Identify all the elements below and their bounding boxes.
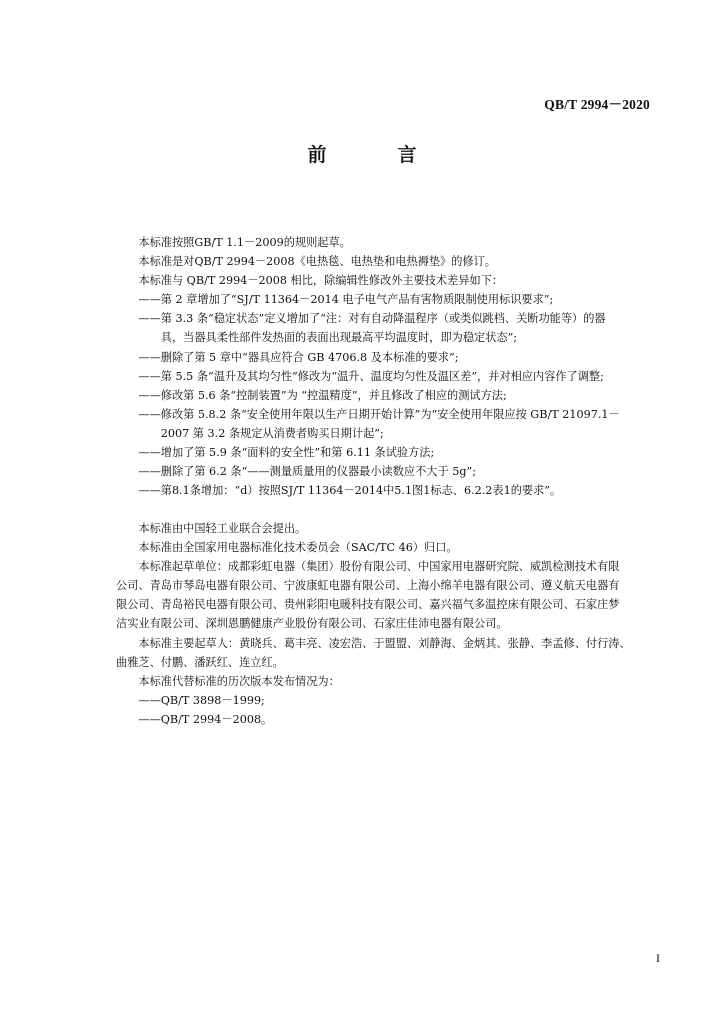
change-item: ——第 5.5 条“温升及其均匀性”修改为“温升、温度均匀性及温区差”，并对相应内容作了调整;: [116, 369, 604, 383]
foreword-body: [116, 233, 671, 500]
paragraph-line: 本标准与 QB/T 2994－2008 相比，除编辑性修改外主要技术差异如下：: [116, 274, 504, 288]
paragraph-line: 本标准由全国家用电器标准化技术委员会（SAC/TC 46）归口。: [116, 541, 458, 555]
change-item: ——第 2 章增加了“SJ/T 11364－2014 电子电气产品有害物质限制使用标识要求”;: [116, 293, 554, 307]
change-item: ——删除了第 6.2 条“——测量质量用的仪器最小读数应不大于 5g”;: [116, 465, 477, 479]
history-item: ——QB/T 3898－1999;: [116, 693, 265, 707]
paragraph-line: 本标准由中国轻工业联合会提出。: [116, 522, 307, 535]
paragraph-line: 曲雅芝、付鹏、潘跃红、连立红。: [116, 655, 284, 669]
history-item: ——QB/T 2994－2008。: [116, 712, 273, 726]
change-item: ——修改第 5.8.2 条“安全使用年限以生产日期开始计算”为“安全使用年限应按 GB/T 21097.1－: [116, 407, 620, 421]
change-item: ——增加了第 5.9 条“面料的安全性”和第 6.11 条试验方法;: [116, 446, 435, 460]
paragraph-line: 洁实业有限公司、深圳恩鹏健康产业股份有限公司、石家庄佳沛电器有限公司。: [116, 617, 508, 631]
paragraph-line: 本标准按照GB/T 1.1－2009的规则起草。: [116, 236, 351, 249]
change-item: ——第8.1条增加：“d）按照SJ/T 11364－2014中5.1图1标志、6.2.2表1的要求”。: [116, 484, 562, 498]
change-item: ——修改第 5.6 条“控制装置”为 “控温精度”，并且修改了相应的测试方法;: [116, 388, 507, 402]
paragraph-line: 本标准起草单位：成都彩虹电器（集团）股份有限公司、中国家用电器研究院、威凯检测技术有限: [116, 560, 620, 574]
paragraph-line: 公司、青岛市琴岛电器有限公司、宁波康虹电器有限公司、上海小绵羊电器有限公司、遵义航天电器有: [116, 579, 620, 593]
paragraph-line: 本标准代替标准的历次版本发布情况为：: [116, 674, 340, 688]
change-item: ——删除了第 5 章中“器具应符合 GB 4706.8 及本标准的要求”;: [116, 350, 459, 364]
change-item-continuation: 具，当器具柔性部件发热面的表面出现最高平均温度时，即为稳定状态”;: [116, 331, 518, 345]
paragraph-line: 本标准是对QB/T 2994－2008《电热毯、电热垫和电热褥垫》的修订。: [116, 255, 496, 269]
change-item-continuation: 2007 第 3.2 条规定从消费者购买日期计起”;: [116, 426, 384, 440]
page-number: I: [656, 951, 660, 965]
drafting-info: [116, 519, 671, 729]
paragraph-line: 本标准主要起草人：黄晓兵、葛丰亮、凌宏浩、于盟盟、刘静海、金炳其、张静、李孟修、付行涛、: [116, 636, 631, 650]
standard-code: QB/T 2994－2020: [544, 97, 650, 112]
change-item: ——第 3.3 条“稳定状态”定义增加了“注：对有自动降温程序（或类似跳档、关断功能等）的器: [116, 312, 606, 326]
page-title: 前 言: [307, 144, 443, 166]
paragraph-line: 限公司、青岛裕民电器有限公司、贵州彩阳电暖科技有限公司、嘉兴福气多温控床有限公司、石家庄梦: [116, 598, 620, 612]
